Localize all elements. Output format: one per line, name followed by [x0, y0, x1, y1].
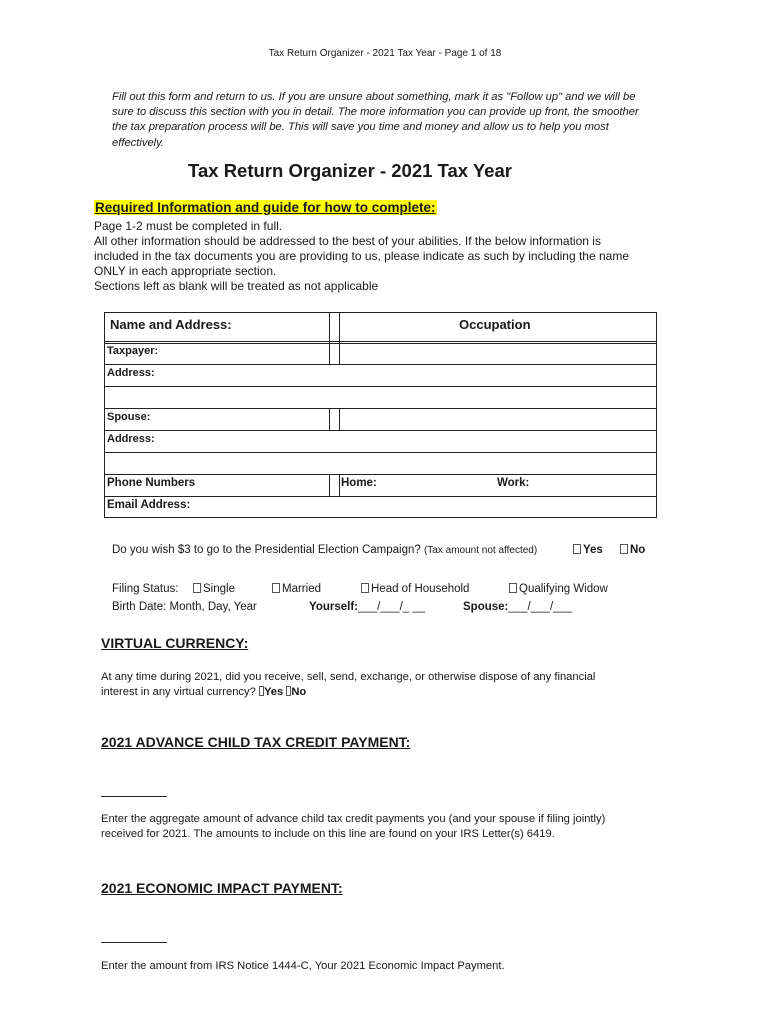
virtual-no[interactable] — [286, 686, 306, 698]
guide-line: Sections left as blank will be treated as not applicable — [94, 279, 379, 293]
election-yes-label: Yes — [583, 544, 603, 556]
work-phone-label: Work: — [497, 477, 530, 489]
col-divider — [329, 313, 330, 364]
filing-status-row — [112, 583, 178, 595]
row-divider — [105, 364, 656, 365]
filing-option-label: Qualifying Widow — [519, 583, 608, 595]
spouse-birth-field[interactable] — [463, 601, 572, 613]
spouse-label: Spouse: — [107, 411, 151, 423]
spouse-birth-label: Spouse: — [463, 601, 509, 613]
election-no-label: No — [630, 544, 646, 556]
row-divider — [105, 496, 656, 497]
filing-option-head-of-household[interactable] — [361, 583, 469, 595]
filing-option-single[interactable] — [193, 583, 235, 595]
filing-option-married[interactable] — [272, 583, 321, 595]
col-divider — [329, 474, 330, 496]
guide-line: Page 1-2 must be completed in full. — [94, 219, 283, 233]
election-note: (Tax amount not affected) — [423, 545, 538, 556]
filing-option-qualifying-widow[interactable] — [509, 583, 608, 595]
guide-line: ONLY in each appropriate section. — [94, 264, 277, 278]
occupation-label: Occupation — [459, 317, 531, 332]
col-divider — [339, 474, 340, 496]
child-tax-credit-heading: 2021 ADVANCE CHILD TAX CREDIT PAYMENT: — [101, 734, 411, 750]
virtual-currency-text — [101, 670, 661, 700]
name-address-table — [104, 312, 657, 518]
taxpayer-label: Taxpayer: — [107, 345, 159, 357]
page-title: Tax Return Organizer - 2021 Tax Year — [188, 160, 512, 181]
spouse-blank[interactable]: ___/___/___ — [508, 601, 573, 613]
filing-option-label: Married — [282, 583, 321, 595]
row-divider — [105, 474, 656, 475]
election-question — [112, 544, 537, 556]
address-label: Address: — [107, 367, 155, 379]
impact-text: Enter the amount from IRS Notice 1444-C, Your 2021 Economic Impact Payment. — [101, 960, 505, 972]
economic-impact-heading: 2021 ECONOMIC IMPACT PAYMENT: — [101, 880, 343, 896]
row-divider — [105, 341, 656, 342]
row-divider — [105, 343, 656, 344]
guide-line: included in the tax documents you are providing to us, please indicate as such by including the name — [94, 249, 629, 263]
election-yes[interactable] — [573, 544, 603, 556]
virtual-text-line2 — [101, 685, 661, 700]
intro-text: Fill out this form and return to us. If you are unsure about something, mark it as "Follow up" and we will be sure to discuss this section with you in detail. The more information you can provide up front, the smoother the tax preparation process will be. This will save you time and money and allow us to help you most effectively. — [112, 91, 639, 149]
row-divider — [105, 430, 656, 431]
election-question-text: Do you wish $3 to go to the Presidential Election Campaign? — [112, 544, 421, 556]
yourself-label: Yourself: — [309, 601, 358, 613]
required-heading: Required Information and guide for how to complete: — [95, 200, 436, 215]
row-divider — [105, 386, 656, 387]
email-label: Email Address: — [107, 499, 191, 511]
name-address-label: Name and Address: — [110, 317, 232, 332]
election-no[interactable] — [620, 544, 645, 556]
virtual-currency-heading: VIRTUAL CURRENCY: — [101, 635, 249, 651]
home-phone-label: Home: — [341, 477, 377, 489]
child-credit-text-line: received for 2021. The amounts to include on this line are found on your IRS Letter(s) 6419. — [101, 828, 555, 840]
virtual-yes[interactable] — [259, 686, 283, 698]
row-divider — [105, 408, 656, 409]
guide-text — [94, 219, 674, 294]
yourself-birth-field[interactable] — [309, 601, 425, 613]
birth-date-row — [112, 601, 257, 613]
checkbox-icon[interactable] — [193, 583, 201, 593]
virtual-text-line: interest in any virtual currency? — [101, 686, 256, 698]
checkbox-icon[interactable] — [620, 544, 628, 554]
filing-option-label: Single — [203, 583, 235, 595]
row-divider — [105, 452, 656, 453]
virtual-yes-label: Yes — [263, 686, 284, 698]
col-divider — [339, 313, 340, 364]
checkbox-icon[interactable] — [573, 544, 581, 554]
virtual-text-line: At any time during 2021, did you receive, sell, send, exchange, or otherwise dispose of any financial — [101, 671, 596, 683]
spouse-address-label: Address: — [107, 433, 155, 445]
filing-status-label: Filing Status: — [112, 583, 179, 595]
checkbox-icon[interactable] — [509, 583, 517, 593]
checkbox-icon[interactable] — [272, 583, 280, 593]
virtual-no-label: No — [291, 686, 307, 698]
yourself-blank[interactable]: ___/___/_ __ — [358, 601, 426, 613]
child-credit-amount-line[interactable] — [101, 796, 167, 797]
birth-date-label: Birth Date: Month, Day, Year — [112, 601, 257, 613]
col-divider — [339, 408, 340, 430]
guide-line: All other information should be addressed to the best of your abilities. If the below information is — [94, 234, 601, 248]
page-header: Tax Return Organizer - 2021 Tax Year - Page 1 of 18 — [268, 48, 502, 59]
child-credit-text-line: Enter the aggregate amount of advance child tax credit payments you (and your spouse if filing jointly) — [101, 813, 606, 825]
impact-amount-line[interactable] — [101, 942, 167, 943]
checkbox-icon[interactable] — [361, 583, 369, 593]
child-credit-text — [101, 812, 661, 842]
col-divider — [329, 408, 330, 430]
filing-option-label: Head of Household — [371, 583, 470, 595]
phone-label: Phone Numbers — [107, 477, 196, 489]
